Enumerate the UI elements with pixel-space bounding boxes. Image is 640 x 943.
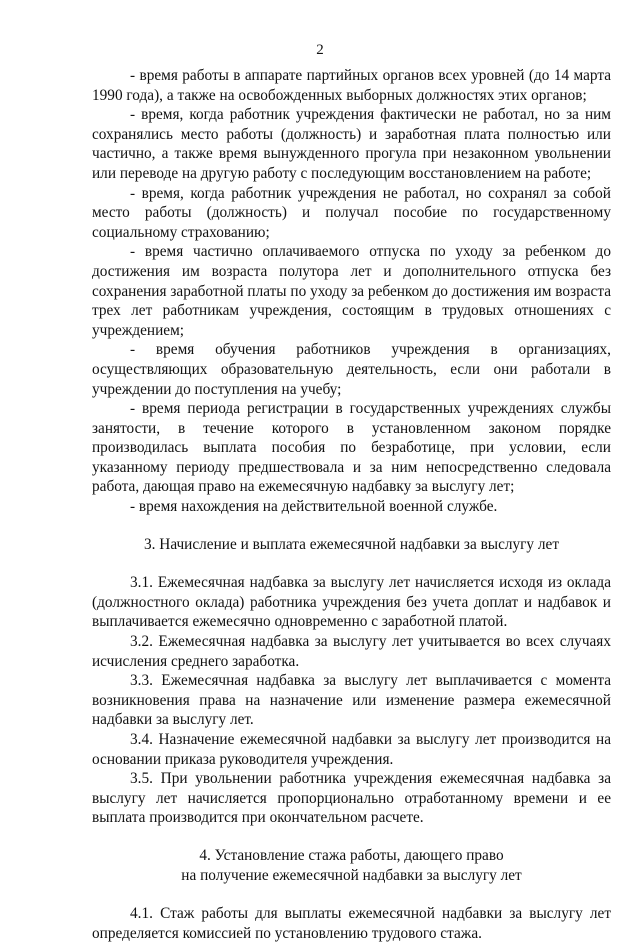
bullet-item: - время частично оплачиваемого отпуска по уходу за ребенком до достижения им возраста полутора лет и дополнительного отпуска без сохранения заработной платы по уходу за ребенком до достижения им возраста трех лет работникам учреждения, состоящим в трудовых отношениях с учреждением; (92, 243, 611, 339)
section-4-heading-line-1: 4. Установление стажа работы, дающего право (199, 846, 504, 864)
section-3-paragraph: 3.5. При увольнении работника учреждения ежемесячная надбавка за выслугу лет начисляется пропорционально отработанному времени и ее выплата производится при окончательном расчете. (92, 770, 611, 827)
bullet-item: - время обучения работников учреждения в организациях, осуществляющих образовательную деятельность, если они работали в учреждении до поступления на учебу; (92, 341, 611, 398)
section-3-heading: 3. Начисление и выплата ежемесячной надбавки за выслугу лет (143, 535, 560, 553)
section-4-paragraph: 4.1. Стаж работы для выплаты ежемесячной надбавки за выслугу лет определяется комиссией по установлению трудового стажа. (92, 905, 611, 942)
section-3-paragraph: 3.1. Ежемесячная надбавка за выслугу лет начисляется исходя из оклада (должностного оклада) работника учреждения без учета доплат и надбавок и выплачивается ежемесячно одновременно с заработной платой. (92, 574, 611, 631)
section-3-paragraph: 3.4. Назначение ежемесячной надбавки за выслугу лет производится на основании приказа руководителя учреждения. (92, 731, 611, 768)
bullet-item: - время, когда работник учреждения фактически не работал, но за ним сохранялись место работы (должность) и заработная плата полностью или частично, а также время вынужденного прогула при незаконном увольнении или переводе на другую работу с последующим восстановлением на работе; (92, 106, 611, 182)
bullet-list (92, 66, 611, 517)
section-4-heading-line-2: на получение ежемесячной надбавки за выслугу лет (181, 866, 522, 884)
section-4-heading (92, 846, 611, 885)
section-3-paragraph: 3.3. Ежемесячная надбавка за выслугу лет выплачивается с момента возникновения права на назначение или изменение размера ежемесячной надбавки за выслугу лет. (92, 672, 611, 729)
section-3-body (92, 573, 611, 828)
bullet-item: - время работы в аппарате партийных органов всех уровней (до 14 марта 1990 года), а также на освобожденных выборных должностях этих органов; (92, 67, 611, 104)
section-3-paragraph: 3.2. Ежемесячная надбавка за выслугу лет учитывается во всех случаях исчисления среднего заработка. (92, 633, 611, 670)
bullet-item: - время нахождения на действительной военной службе. (130, 498, 498, 516)
document-body (92, 66, 611, 943)
section-4-body (92, 904, 611, 943)
bullet-item: - время, когда работник учреждения не работал, но сохранял за собой место работы (должность) и получал пособие по государственному социальному страхованию; (92, 184, 611, 241)
bullet-item: - время периода регистрации в государственных учреждениях службы занятости, в течение которого в установленном законом порядке производилась выплата пособия по безработице, при условии, если указанному периоду предшествовала и за ним непосредственно следовала работа, дающая право на ежемесячную надбавку за выслугу лет; (92, 400, 611, 496)
page-number: 2 (316, 42, 324, 58)
